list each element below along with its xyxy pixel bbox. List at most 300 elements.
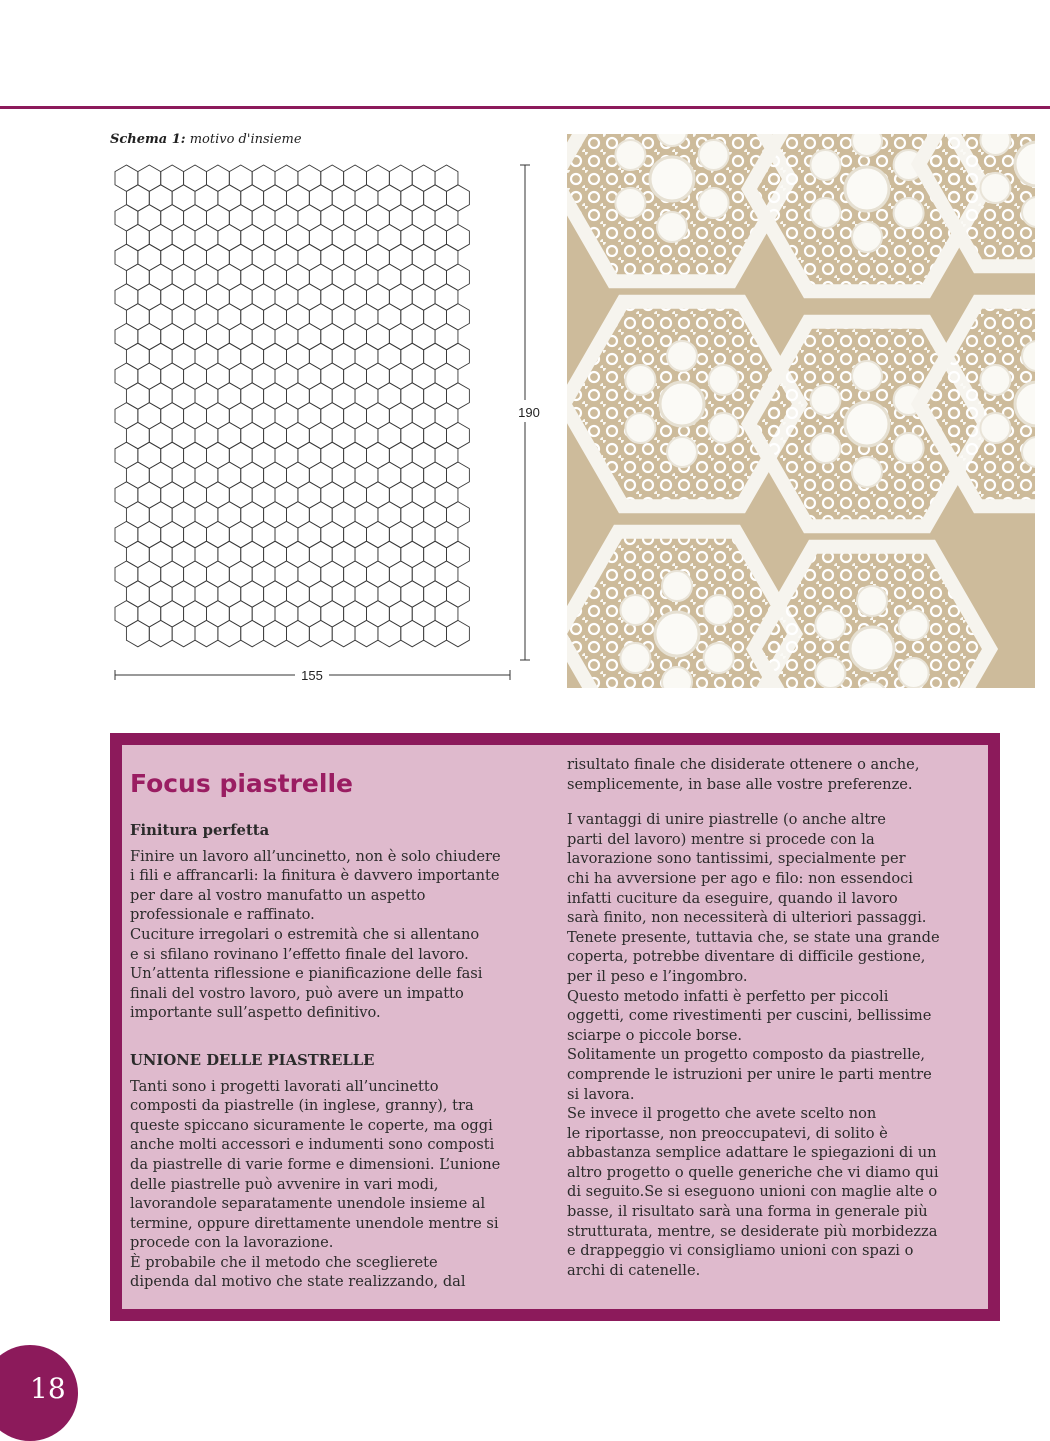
hexagon-cell <box>184 363 207 389</box>
focus-title: Focus piastrelle <box>130 769 353 798</box>
hexagon-cell <box>412 442 435 468</box>
hexagon-cell <box>229 442 252 468</box>
hexagon-cell <box>115 205 138 231</box>
text-line: lavorazione sono tantissimi, specialmente per <box>567 850 906 868</box>
hexagon-cell <box>298 521 321 547</box>
hexagon-cell <box>389 482 412 508</box>
text-line: le riportasse, non preoccupatevi, di solito è <box>567 1124 888 1142</box>
hexagon-cell <box>252 323 275 349</box>
text-line: basse, il risultato sarà una forma in generale più <box>567 1203 928 1221</box>
hexagon-cell <box>309 620 332 646</box>
text-line: Questo metodo infatti è perfetto per piccoli <box>567 987 889 1005</box>
hexagon-cell <box>138 442 161 468</box>
hexagon-cell <box>241 541 264 567</box>
text-line: finali del vostro lavoro, può avere un impatto <box>130 984 464 1002</box>
hexagon-cell <box>161 244 184 270</box>
hexagon-cell <box>447 541 470 567</box>
hexagon-cell <box>275 363 298 389</box>
hexagon-cell <box>126 264 149 290</box>
hexagon-cell <box>115 323 138 349</box>
hexagon-cell <box>389 284 412 310</box>
text-line: e si sfilano rovinano l’effetto finale del lavoro. <box>130 945 469 963</box>
hexagon-cell <box>195 581 218 607</box>
heading-finitura: Finitura perfetta <box>130 822 270 839</box>
hexagon-cell <box>435 482 458 508</box>
hexagon-cell <box>138 521 161 547</box>
hexagon-cell <box>195 185 218 211</box>
hexagon-cell <box>264 502 287 528</box>
schema-caption <box>110 132 302 147</box>
hexagon-cell <box>309 502 332 528</box>
hexagon-cell <box>138 482 161 508</box>
hexagon-cell <box>435 561 458 587</box>
hexagon-cell <box>286 541 309 567</box>
hexagon-cell <box>275 403 298 429</box>
hexagon-cell <box>447 383 470 409</box>
hexagon-cell <box>309 264 332 290</box>
text-line: I vantaggi di unire piastrelle (o anche altre <box>567 811 886 829</box>
hexagon-cell <box>447 620 470 646</box>
hexagon-cell <box>275 284 298 310</box>
hexagon-cell <box>424 224 447 250</box>
hexagon-cell <box>378 383 401 409</box>
hexagon-cell <box>149 620 172 646</box>
hexagon-cell <box>435 284 458 310</box>
hexagon-cell <box>412 205 435 231</box>
hexagon-cell <box>161 284 184 310</box>
hexagon-cell <box>389 403 412 429</box>
hexagon-cell <box>218 185 241 211</box>
hexagon-cell <box>378 541 401 567</box>
hexagon-cell <box>252 403 275 429</box>
hexagon-cell <box>172 185 195 211</box>
hexagon-cell <box>424 581 447 607</box>
hexagon-cell <box>252 244 275 270</box>
hexagon-cell <box>172 502 195 528</box>
hexagon-cell <box>195 224 218 250</box>
hexagon-grid <box>115 165 469 647</box>
hexagon-cell <box>298 323 321 349</box>
text-line: archi di catenelle. <box>567 1261 701 1279</box>
hexagon-cell <box>321 323 344 349</box>
hexagon-cell <box>389 442 412 468</box>
hexagon-cell <box>286 581 309 607</box>
hexagon-cell <box>241 185 264 211</box>
hexagon-cell <box>366 244 389 270</box>
hexagon-cell <box>309 462 332 488</box>
hexagon-cell <box>149 541 172 567</box>
hexagon-cell <box>172 620 195 646</box>
hexagon-cell <box>366 363 389 389</box>
hexagon-cell <box>161 442 184 468</box>
hexagon-cell <box>424 264 447 290</box>
text-line: semplicemente, in base alle vostre preferenze. <box>567 775 913 793</box>
hexagon-cell <box>389 601 412 627</box>
hexagon-cell <box>184 601 207 627</box>
hexagon-cell <box>366 561 389 587</box>
hexagon-cell <box>195 422 218 448</box>
hexagon-cell <box>366 442 389 468</box>
hexagon-cell <box>229 561 252 587</box>
hexagon-cell <box>298 601 321 627</box>
hexagon-cell <box>332 620 355 646</box>
hexagon-cell <box>355 224 378 250</box>
schema-caption-bold: Schema 1: <box>110 132 186 147</box>
hexagon-cell <box>378 422 401 448</box>
hexagon-cell <box>401 383 424 409</box>
hexagon-cell <box>229 521 252 547</box>
hexagon-cell <box>355 541 378 567</box>
hexagon-cell <box>389 205 412 231</box>
hexagon-cell <box>309 224 332 250</box>
hexagon-cell <box>424 502 447 528</box>
hexagon-cell <box>184 323 207 349</box>
text-line: sarà finito, non necessiterà di ulteriori passaggi. <box>567 909 927 927</box>
hexagon-cell <box>229 601 252 627</box>
hexagon-cell <box>241 264 264 290</box>
hexagon-cell <box>401 422 424 448</box>
hexagon-cell <box>344 403 367 429</box>
hexagon-cell <box>286 462 309 488</box>
hexagon-cell <box>195 502 218 528</box>
hexagon-cell <box>149 462 172 488</box>
hexagon-cell <box>401 304 424 330</box>
height-label: 190 <box>518 405 540 420</box>
hexagon-cell <box>195 343 218 369</box>
paragraph-continued <box>567 755 982 794</box>
hexagon-cell <box>206 205 229 231</box>
hexagon-cell <box>161 363 184 389</box>
text-line: anche molti accessori e indumenti sono composti <box>130 1136 495 1154</box>
hexagon-cell <box>401 581 424 607</box>
hexagon-cell <box>252 482 275 508</box>
text-line: si lavora. <box>567 1085 635 1103</box>
focus-column-left <box>130 821 550 1292</box>
hexagon-cell <box>252 601 275 627</box>
hexagon-cell <box>264 422 287 448</box>
hexagon-cell <box>206 403 229 429</box>
hexagon-cell <box>366 601 389 627</box>
hexagon-cell <box>366 482 389 508</box>
focus-box-inner <box>122 745 988 1309</box>
hexagon-cell <box>424 343 447 369</box>
hexagon-cell <box>241 343 264 369</box>
hexagon-cell <box>264 343 287 369</box>
focus-box <box>110 733 1000 1321</box>
hexagon-cell <box>172 264 195 290</box>
hexagon-cell <box>161 601 184 627</box>
focus-column-right <box>567 755 982 1280</box>
hexagon-cell <box>218 343 241 369</box>
hexagon-cell <box>412 561 435 587</box>
hexagon-cell <box>355 264 378 290</box>
hexagon-cell <box>389 521 412 547</box>
hexagon-cell <box>138 363 161 389</box>
text-line: per il peso e l’ingombro. <box>567 967 748 985</box>
text-line: Finire un lavoro all’uncinetto, non è solo chiudere <box>130 847 501 865</box>
hexagon-cell <box>401 620 424 646</box>
hexagon-cell <box>332 462 355 488</box>
hexagon-cell <box>447 224 470 250</box>
hexagon-cell <box>344 363 367 389</box>
width-dimension <box>115 665 510 685</box>
hexagon-cell <box>241 462 264 488</box>
hexagon-cell <box>286 383 309 409</box>
hexagon-cell <box>412 244 435 270</box>
hexagon-cell <box>172 581 195 607</box>
hexagon-cell <box>115 561 138 587</box>
hexagon-cell <box>195 383 218 409</box>
hexagon-cell <box>389 363 412 389</box>
hexagon-cell <box>275 165 298 191</box>
text-line: Un’attenta riflessione e pianificazione delle fasi <box>130 965 483 983</box>
hexagon-cell <box>378 502 401 528</box>
hexagon-cell <box>435 363 458 389</box>
hexagon-cell <box>229 165 252 191</box>
hexagon-cell <box>195 462 218 488</box>
hexagon-cell <box>332 541 355 567</box>
text-line: delle piastrelle può avvenire in vari modi, <box>130 1175 439 1193</box>
hexagon-cell <box>138 403 161 429</box>
hexagon-cell <box>138 244 161 270</box>
hexagon-cell <box>126 541 149 567</box>
hexagon-cell <box>184 521 207 547</box>
hexagon-cell <box>298 561 321 587</box>
hexagon-cell <box>252 521 275 547</box>
hexagon-cell <box>126 224 149 250</box>
hexagon-cell <box>218 581 241 607</box>
hexagon-cell <box>412 284 435 310</box>
hexagon-cell <box>321 521 344 547</box>
hexagon-cell <box>286 343 309 369</box>
text-line: Se invece il progetto che avete scelto non <box>567 1105 877 1123</box>
hexagon-cell <box>298 205 321 231</box>
hexagon-cell <box>149 185 172 211</box>
hexagon-cell <box>412 521 435 547</box>
hexagon-cell <box>355 185 378 211</box>
text-line: altro progetto o quelle generiche che vi diamo qui <box>567 1163 939 1181</box>
hexagon-cell <box>195 541 218 567</box>
hexagon-cell <box>138 323 161 349</box>
hexagon-cell <box>366 165 389 191</box>
hexagon-cell <box>298 363 321 389</box>
hexagon-cell <box>218 620 241 646</box>
hexagon-cell <box>378 581 401 607</box>
hexagon-cell <box>344 244 367 270</box>
hexagon-cell <box>275 442 298 468</box>
crochet-photo-illustration <box>567 134 1035 688</box>
hexagon-cell <box>378 224 401 250</box>
hexagon-cell <box>366 403 389 429</box>
width-label: 155 <box>301 668 323 683</box>
hexagon-cell <box>115 601 138 627</box>
hexagon-cell <box>172 462 195 488</box>
hexagon-cell <box>206 284 229 310</box>
text-line: dipenda dal motivo che state realizzando, dal <box>130 1273 466 1291</box>
hexagon-cell <box>184 284 207 310</box>
hexagon-cell <box>264 185 287 211</box>
hexagon-cell <box>115 521 138 547</box>
hexagon-cell <box>172 422 195 448</box>
hexagon-cell <box>435 244 458 270</box>
hexagon-cell <box>286 264 309 290</box>
text-line: per dare al vostro manufatto un aspetto <box>130 886 426 904</box>
hexagon-cell <box>264 581 287 607</box>
hexagon-cell <box>366 284 389 310</box>
hexagon-cell <box>401 185 424 211</box>
hexagon-cell <box>321 244 344 270</box>
hexagon-cell <box>389 244 412 270</box>
hexagon-cell <box>344 521 367 547</box>
hexagon-cell <box>206 244 229 270</box>
hexagon-cell <box>344 442 367 468</box>
hexagon-cell <box>115 244 138 270</box>
hexagon-cell <box>447 462 470 488</box>
hexagon-cell <box>355 620 378 646</box>
hexagon-cell <box>378 343 401 369</box>
hexagon-cell <box>184 482 207 508</box>
text-line: di seguito.Se si eseguono unioni con maglie alte o <box>567 1183 938 1201</box>
hexagon-cell <box>264 462 287 488</box>
hexagon-cell <box>229 244 252 270</box>
hexagon-cell <box>138 601 161 627</box>
hexagon-cell <box>241 422 264 448</box>
hexagon-cell <box>218 304 241 330</box>
text-line: È probabile che il metodo che sceglierete <box>130 1253 438 1271</box>
text-line: composti da piastrelle (in inglese, granny), tra <box>130 1097 474 1115</box>
hexagon-cell <box>115 363 138 389</box>
hexagon-cell <box>321 482 344 508</box>
hexagon-cell <box>332 224 355 250</box>
hexagon-cell <box>412 165 435 191</box>
hexagon-cell <box>218 541 241 567</box>
hexagon-cell <box>424 422 447 448</box>
hexagon-cell <box>286 224 309 250</box>
hexagon-cell <box>149 304 172 330</box>
hexagon-cell <box>161 205 184 231</box>
hexagon-cell <box>309 541 332 567</box>
hexagon-cell <box>264 541 287 567</box>
hexagon-cell <box>332 581 355 607</box>
hexagon-cell <box>332 304 355 330</box>
hexagon-cell <box>309 422 332 448</box>
hexagon-cell <box>184 561 207 587</box>
hexagon-cell <box>401 462 424 488</box>
hexagon-cell <box>378 185 401 211</box>
hexagon-cell <box>172 541 195 567</box>
hexagon-schema-diagram <box>105 155 555 695</box>
hexagon-cell <box>264 264 287 290</box>
hexagon-cell <box>218 502 241 528</box>
hexagon-cell <box>447 581 470 607</box>
hexagon-cell <box>332 185 355 211</box>
hexagon-cell <box>389 165 412 191</box>
hexagon-cell <box>344 284 367 310</box>
hexagon-cell <box>138 165 161 191</box>
top-rule <box>0 106 1050 109</box>
hexagon-cell <box>252 284 275 310</box>
hexagon-cell <box>206 601 229 627</box>
crochet-photo <box>567 134 1035 688</box>
hexagon-cell <box>401 343 424 369</box>
hexagon-cell <box>447 185 470 211</box>
hexagon-cell <box>332 264 355 290</box>
hexagon-cell <box>344 165 367 191</box>
hexagon-cell <box>321 363 344 389</box>
hexagon-cell <box>264 304 287 330</box>
hexagon-cell <box>344 323 367 349</box>
hexagon-cell <box>355 462 378 488</box>
hexagon-cell <box>355 581 378 607</box>
hexagon-cell <box>321 284 344 310</box>
hexagon-cell <box>378 620 401 646</box>
hexagon-cell <box>275 561 298 587</box>
hexagon-cell <box>355 304 378 330</box>
hexagon-cell <box>126 620 149 646</box>
hexagon-cell <box>172 383 195 409</box>
hexagon-cell <box>344 561 367 587</box>
hexagon-cell <box>172 304 195 330</box>
hexagon-cell <box>435 521 458 547</box>
hexagon-cell <box>195 620 218 646</box>
hexagon-cell <box>309 185 332 211</box>
hexagon-cell <box>195 304 218 330</box>
hexagon-cell <box>229 482 252 508</box>
text-line: oggetti, come rivestimenti per cuscini, bellissime <box>567 1007 932 1025</box>
hexagon-cell <box>206 165 229 191</box>
text-line: e drappeggio vi consigliamo unioni con spazi o <box>567 1242 914 1260</box>
hexagon-cell <box>206 363 229 389</box>
hexagon-cell <box>161 323 184 349</box>
hexagon-cell <box>184 205 207 231</box>
hexagon-cell <box>309 383 332 409</box>
hexagon-cell <box>355 383 378 409</box>
hexagon-cell <box>184 165 207 191</box>
heading-unione: UNIONE DELLE PIASTRELLE <box>130 1051 375 1069</box>
hexagon-cell <box>206 442 229 468</box>
hexagon-cell <box>389 561 412 587</box>
hexagon-cell <box>241 383 264 409</box>
hexagon-cell <box>321 561 344 587</box>
hexagon-cell <box>184 442 207 468</box>
hexagon-cell <box>412 323 435 349</box>
hexagon-cell <box>149 422 172 448</box>
hexagon-cell <box>447 264 470 290</box>
hexagon-cell <box>298 284 321 310</box>
hexagon-cell <box>206 561 229 587</box>
hexagon-cell <box>412 403 435 429</box>
text-line: Tenete presente, tuttavia che, se state una grande <box>567 928 940 946</box>
hexagon-cell <box>424 541 447 567</box>
hexagon-cell <box>286 304 309 330</box>
hexagon-cell <box>424 383 447 409</box>
hexagon-cell <box>149 502 172 528</box>
text-line: i fili e affrancarli: la finitura è davvero importante <box>130 867 500 885</box>
hexagon-cell <box>252 205 275 231</box>
text-line: professionale e raffinato. <box>130 906 315 924</box>
hexagon-cell <box>435 205 458 231</box>
text-line: Solitamente un progetto composto da piastrelle, <box>567 1046 926 1064</box>
hexagon-cell <box>355 422 378 448</box>
hexagon-cell <box>344 205 367 231</box>
hexagon-cell <box>184 244 207 270</box>
text-line: da piastrelle di varie forme e dimensioni. L’unione <box>130 1155 501 1173</box>
hexagon-cell <box>126 185 149 211</box>
hexagon-cell <box>218 224 241 250</box>
hexagon-cell <box>229 205 252 231</box>
hexagon-cell <box>378 304 401 330</box>
hexagon-cell <box>275 323 298 349</box>
